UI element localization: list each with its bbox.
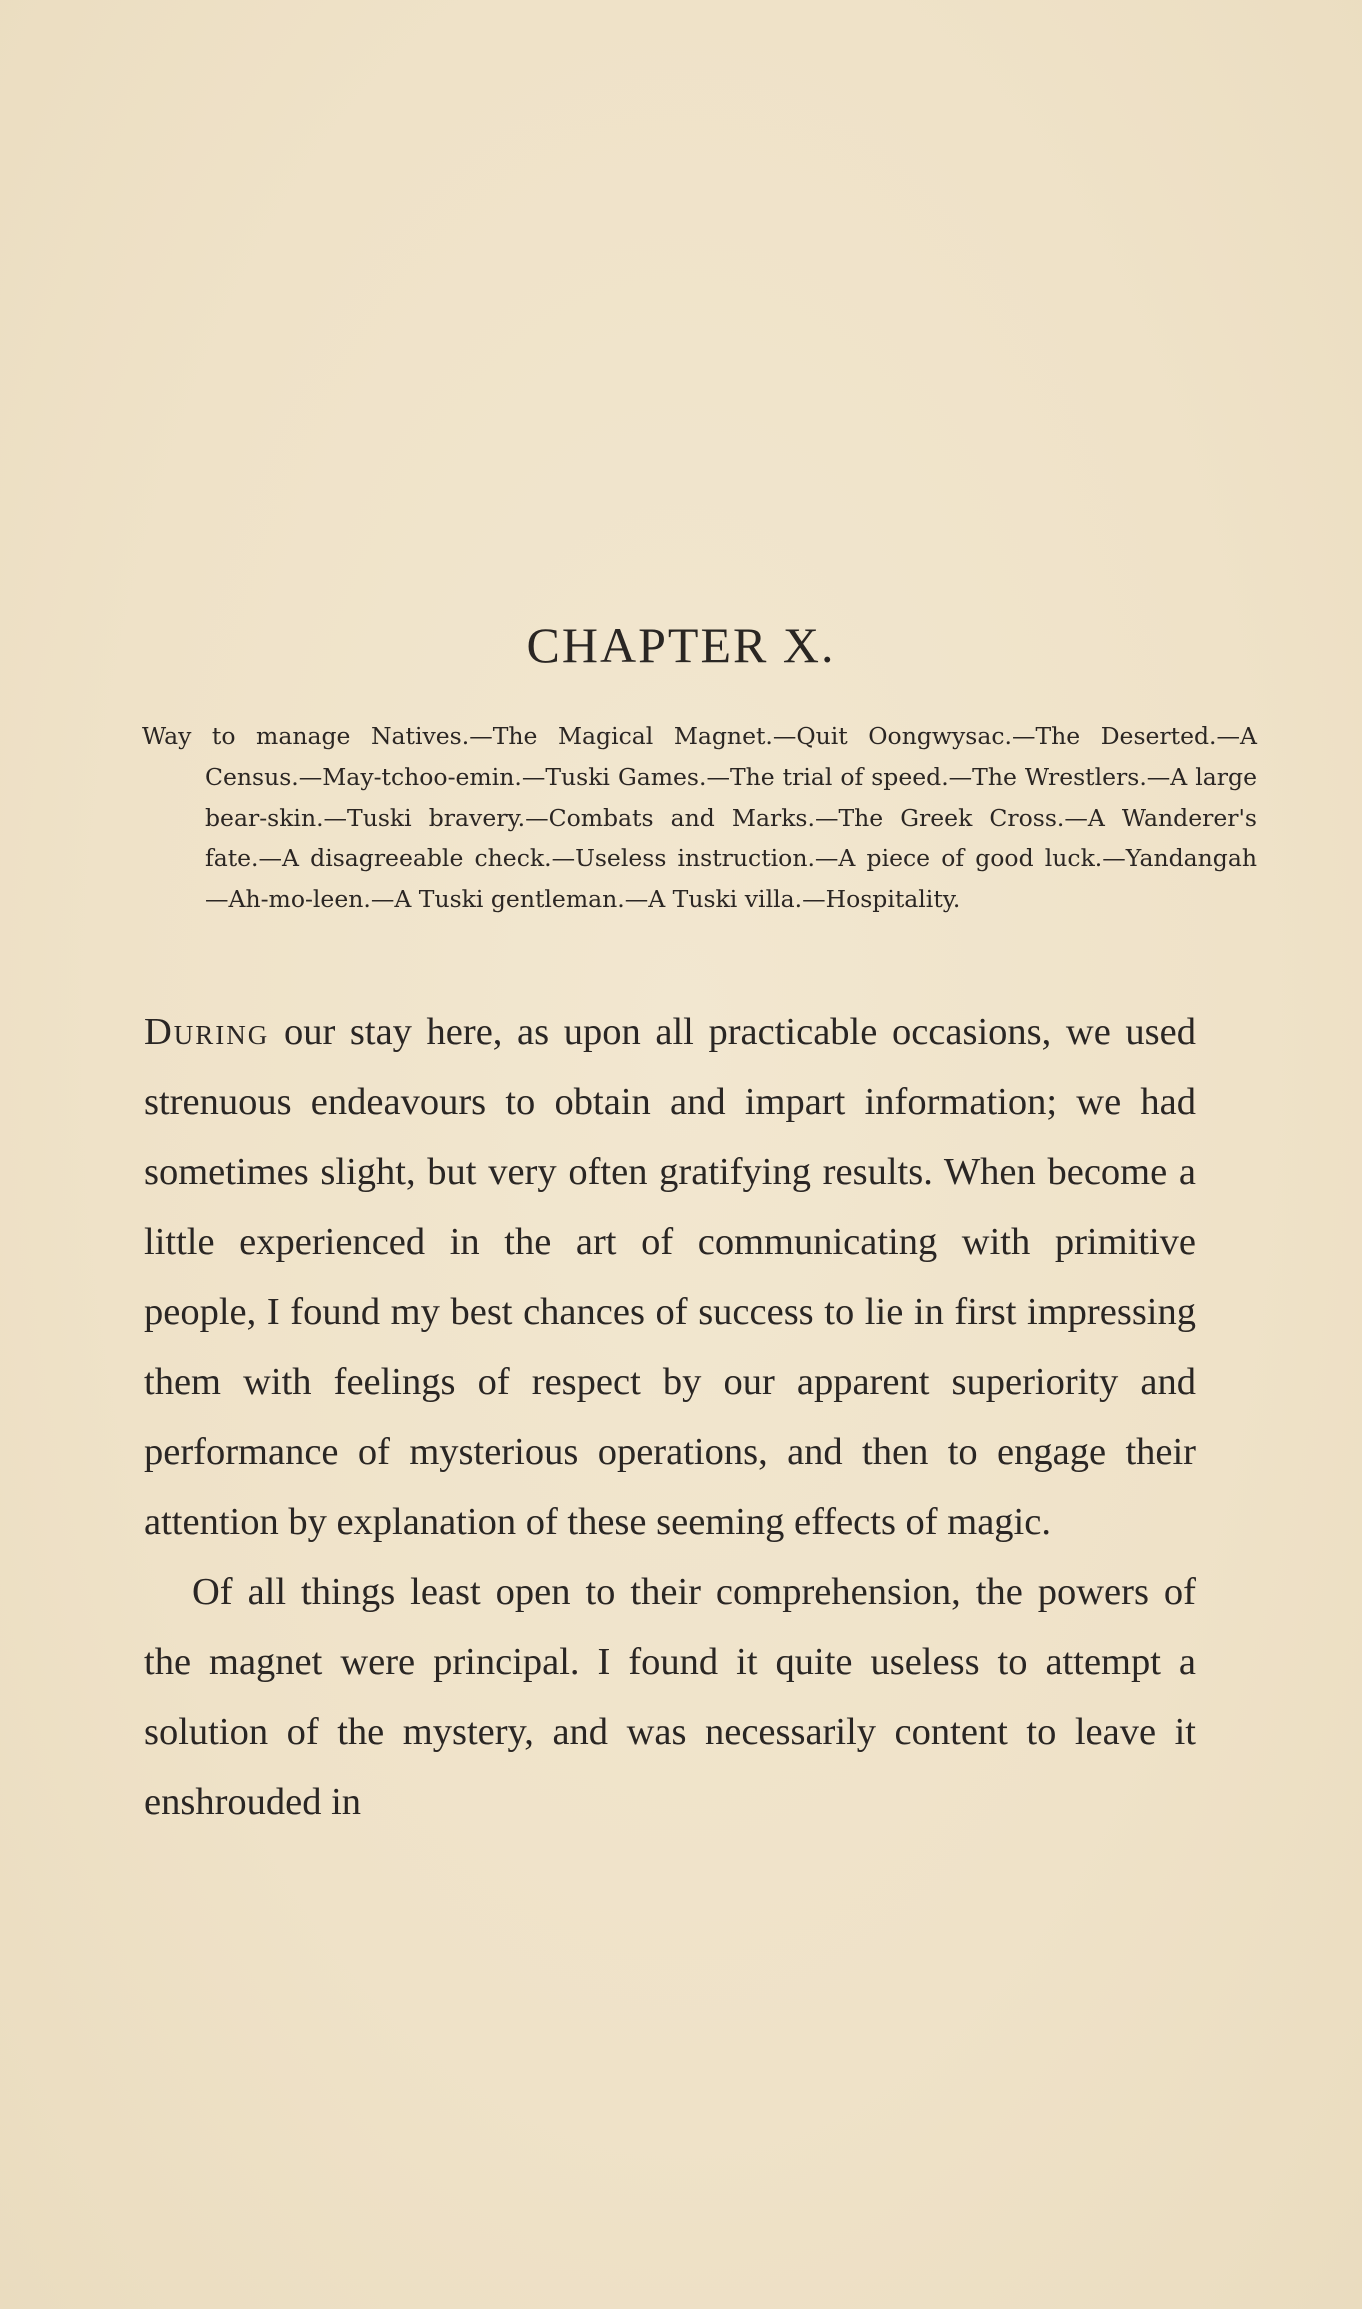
paragraph-lead-word: During [144,1011,270,1053]
paragraph-2: Of all things least open to their comprehension, the powers of the magnet were principal. I found it quite useless to attempt a solution of the mystery, and was necessarily content to leave it enshrouded in [144,1571,1196,1823]
body-text [144,997,1196,1837]
paragraph-1-text: our stay here, as upon all practicable occasions, we used strenuous endeavours to obtain and impart information; we had sometimes slight, but very often gratifying results. When become a little experienced in the art of communicating with primitive people, I found my best chances of success to lie in first impressing them with feelings of respect by our apparent superiority and performance of mysterious operations, and then to engage their attention by explanation of these seeming effects of magic. [144,1011,1196,1543]
chapter-heading: CHAPTER X. [526,617,836,673]
chapter-summary: Way to manage Natives.—The Magical Magnet.—Quit Oongwysac.—The Deserted.—A Census.—May-tchoo-emin.—Tuski Games.—The trial of speed.—The Wrestlers.—A large bear-skin.—Tuski bravery.—Combats and Marks.—The Greek Cross.—A Wanderer's fate.—A disagreeable check.—Useless instruction.—A piece of good luck.—Yandangah —Ah-mo-leen.—A Tuski gentleman.—A Tuski villa.—Hospitality. [142,722,1257,914]
paragraph-1 [144,997,1196,1557]
